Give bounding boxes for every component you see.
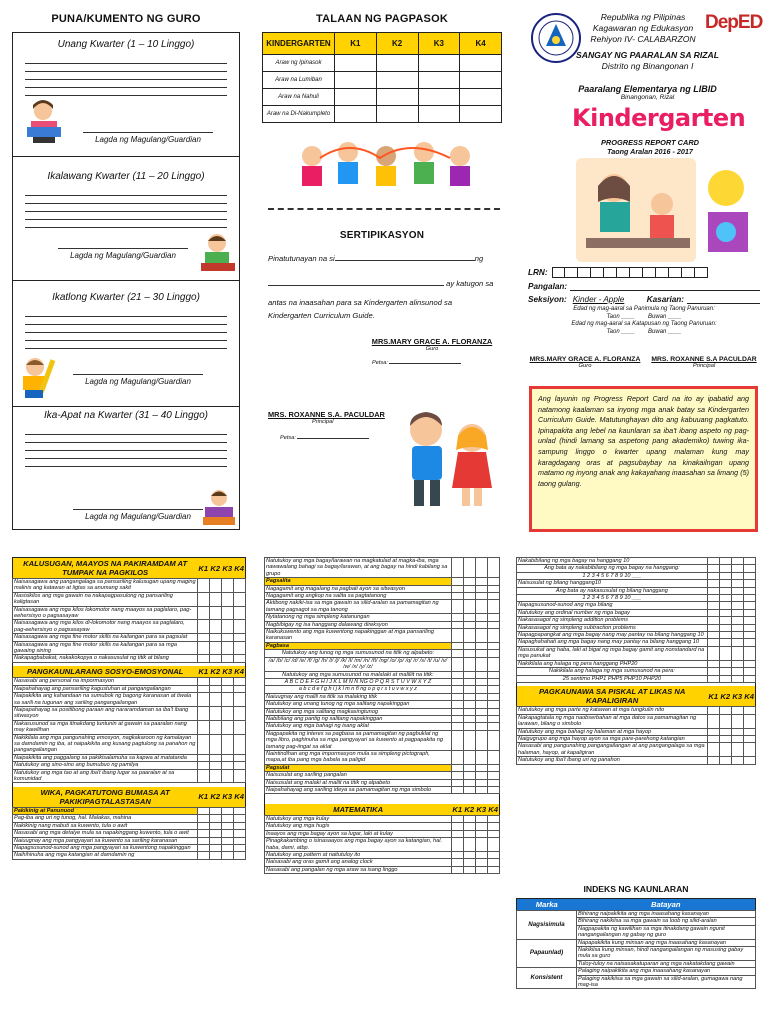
skill-item: Napaghahahati ang mga bagay nang may pantay na bilang hanggang 10 xyxy=(517,639,708,646)
quarter-2-block xyxy=(13,157,239,281)
skill-item: Naipapahayag sa positibong paraan ang nararamdaman sa iba't ibang sitwasyon xyxy=(13,707,198,721)
index-mark: Papaunlad) xyxy=(517,939,577,968)
skill-item: a b c d e f g h i j k l m n ñ ng o p q r s t u v w x y z xyxy=(265,686,452,693)
certificate-body xyxy=(268,252,500,322)
skill-item: Natutukoy ang mga bahagi ng isang aklat xyxy=(265,723,452,730)
skill-item: Naisasagawa ang mga kilos di-lokomotor nang maayos sa paglalaro, pag-eehersisyo o pagsasayaw xyxy=(13,620,198,634)
skill-item: Nagpapakita ng interes sa pagbasa sa pamamagitan ng pagbuklat ng mga libro, paghinuha sa mga pangyayari sa kuwento at pagpapakita ng tamang pag-iingat sa aklat xyxy=(265,730,452,750)
skill-item: Naisusulat ang malaki at maliit na titik ng alpabeto xyxy=(265,779,452,786)
skill-item: Nasasabi ang personal na impormasyon xyxy=(13,678,198,685)
skill-item: Nakasasagot ng simpleng subtraction problems xyxy=(517,624,708,631)
skill-item: Aktibong nakiki-isa sa mga gawain sa silid-aralan sa pamamagitan ng tamang pagsagot sa mga tanong xyxy=(265,600,452,614)
name-row xyxy=(528,282,760,291)
skill-item: Naigugrupo ang mga hayop ayon sa mga pare-parehong katangian xyxy=(517,736,708,743)
index-basis: Palaging nakikiisa sa mga gawain sa silid-aralan, gumagawa nang mag-isa xyxy=(577,975,756,989)
cut-line xyxy=(268,208,500,210)
cert-line-1: Pinatutunayan na si xyxy=(268,254,335,263)
skill-item: Nakikilala ang halaga ng pera hanggang PHP20 xyxy=(517,660,708,667)
cert-date-label: Petsa: xyxy=(280,435,296,441)
attendance-header: K4 xyxy=(460,33,502,55)
quarter-1-block xyxy=(13,33,239,157)
attendance-table xyxy=(262,32,502,123)
cert-line-2-end: ay katugon sa xyxy=(446,279,494,288)
skill-item: Nytatanong ng mga simpleng katanungan xyxy=(265,614,452,621)
index-mark: Konsistent xyxy=(517,968,577,989)
quarter-title: Unang Kwarter (1 – 10 Linggo) xyxy=(57,39,195,50)
skill-item: Natutukoy ang ordinal number ng mga bagay xyxy=(517,609,708,616)
k-header: K1 xyxy=(198,667,209,677)
year-label: Taon xyxy=(606,328,620,335)
index-basis: Bihirang nakikiisa sa mga gawain sa loob ng silid-aralan xyxy=(577,918,756,925)
boy-pencil-icon xyxy=(17,355,57,401)
kids-walking-icon xyxy=(392,404,502,520)
card-title-block xyxy=(560,138,740,156)
k-header: K4 xyxy=(233,558,245,579)
skill-item: Napagpapangkat ang mga bagay nang may pantay na bilang hanggang 10 xyxy=(517,632,708,639)
quarter-title: Ikatlong Kwarter (21 – 30 Linggo) xyxy=(52,292,200,303)
attendance-row-label: Araw na Lumiban xyxy=(263,72,335,89)
skill-item: Natutukoy ang mga kulay xyxy=(265,815,452,822)
skill-item: Naisasabi ang oras gamit ang analog clock xyxy=(265,859,452,866)
k-header: K2 xyxy=(209,558,221,579)
skill-item: Naikukuwento ang mga kuwentong napakinggan at mga pansariling karanasan xyxy=(265,629,452,643)
skill-item: Nagagamit ang magalang na pagbati ayon sa sitwasyon xyxy=(265,585,452,592)
info-teacher-block xyxy=(528,356,642,369)
subsection-title: Pakikinig at Panunuod xyxy=(13,807,198,814)
quarter-4-block xyxy=(13,407,239,531)
quarter-title: Ika-Apat na Kwarter (31 – 40 Linggo) xyxy=(44,410,208,421)
skill-item: Naisusulat ng bilang hanggang10 xyxy=(517,580,708,587)
section-title: PANGKAUNLARANG SOSYO-EMOSYONAL xyxy=(13,666,198,678)
cert-principal-name: MRS. ROXANNE S.A. PACULDAR xyxy=(268,410,385,419)
cert-line-4: Kindergarten Curriculum Guide. xyxy=(268,311,375,320)
skill-item: Napagsusunod-sunod ang mga bilang xyxy=(517,602,708,609)
cert-line-1-end: ng xyxy=(474,254,484,263)
skill-item: Nasasabi ang pangunahing pangangailangan at ang pangangalaga sa mga halaman, hayop, at kapaligiran xyxy=(517,743,708,757)
attendance-header: K2 xyxy=(376,33,418,55)
index-mark: Nagsisimula xyxy=(517,911,577,940)
skill-item: Naipakikita ang kahandaan na sumubok ng bagong karanasan at tiwala sa sarili na tugunan ang sariling pangangailangan xyxy=(13,693,198,707)
skill-item: Nasusukat ang haba, laki at bigat ng mga bagay gamit ang nonstandard na mga panukat xyxy=(517,646,708,660)
k-header: K3 xyxy=(221,558,233,579)
k-header: K3 xyxy=(221,787,233,808)
guardian-sign-label: Lagda ng Magulang/Guardian xyxy=(85,377,191,386)
purpose-text: Ang layunin ng Progress Report Card na ito ay ipabatid ang natamong kaalaman sa inyong mga anak batay sa Kindergarten Curriculum Guide. Matutunghayan dito ang kabuuang pagkatuto. Ipinapakita ang lebel na kaunlaran sa iba't ibang aspeto ng pag-unlad (hindi lamang sa aspetong pang akademiko) tuwing ika-sampung linggo o kwarter upang malaman kung may karagdagang oras at pagsubaybay na kinakailngan upang matamo ng inyong anak ang kakayahang inaasahan sa limang (5) taong gulang. xyxy=(538,394,749,488)
year-label: Taon xyxy=(606,313,620,320)
info-principal-role: Principal xyxy=(692,363,716,369)
skill-item: Nasasabi ang pangalan ng mga araw sa isang linggo xyxy=(265,866,452,873)
index-header-basis: Batayan xyxy=(577,899,756,911)
k-header: K1 xyxy=(197,558,209,579)
skill-item: Natutukoy ang mga salitang magkasingtunog xyxy=(265,708,452,715)
skill-item: Natutukoy ang mga hugis xyxy=(265,823,452,830)
k-header: K1 xyxy=(707,686,719,707)
attendance-header: K3 xyxy=(418,33,460,55)
skill-item: Nakikilala ang mga pangunahing emosyon, nagkakaroon ng kamalayan sa damdamin ng iba, at naipakikita ang kusang pagtulong sa panahon ng pangangailangan xyxy=(14,734,196,754)
guardian-sign-label: Lagda ng Magulang/Guardian xyxy=(70,251,176,260)
k-header: K1 xyxy=(197,787,209,808)
age-end-label: Edad ng mag-aaral sa Katapusan ng Taong Panuruan: xyxy=(571,321,717,328)
index-basis: Napapakikita kung minsan ang mga inaasahang kasanayan xyxy=(577,939,756,946)
skill-item: Natutukoy ang tunog ng mga sumusunod na titik ng alpabeto: xyxy=(265,650,452,657)
lrn-label: LRN: xyxy=(528,267,548,277)
assessment-col-3 xyxy=(516,557,756,765)
index-basis: Palaging naipakikita ang mga inaasahang kasanayan xyxy=(577,968,756,975)
header-department: Kagawaran ng Edukasyon xyxy=(592,23,694,33)
k-header: K4 xyxy=(233,787,245,808)
section-row xyxy=(528,295,760,304)
school-place: Binangonan, Rizal xyxy=(620,94,675,101)
skill-item: Ang bata ay nakabibilang ng mga bagay na hanggang: xyxy=(517,565,708,572)
skill-item: Inaayos ang mga bagay ayon sa lugar, laki at kulay xyxy=(265,830,452,837)
skill-item: Nagagamit ang angkop na salita sa pagtatanong xyxy=(265,593,452,600)
guardian-sign-label: Lagda ng Magulang/Guardian xyxy=(95,135,201,144)
subsection-title: Pagsulat xyxy=(265,764,452,771)
quarter-title: Ikalawang Kwarter (11 – 20 Linggo) xyxy=(47,171,205,182)
skill-item: Natutukoy ang sino-sino ang bumubuo ng pamilya xyxy=(13,762,198,769)
index-header-mark: Marka xyxy=(517,899,577,911)
card-title: PROGRESS REPORT CARD xyxy=(600,138,699,147)
index-basis: Tuloy-tuloy na naisasakatuparan ang mga nakatakdang gawain xyxy=(577,960,756,967)
sex-label: Kasarian: xyxy=(646,295,685,304)
skill-item: /a/ /b/ /c/ /d/ /e/ /f/ /g/ /h/ /i/ /j/ /k/ /l/ /m/ /n/ /ñ/ /ng/ /o/ /p/ /q/ /r/ /s/ /t/ /u/ /v/ /w/ /x/ /y/ /z/ xyxy=(265,657,452,671)
skill-item: Naipakikita ang paggalang sa pakikisalamuha sa kapwa at matatanda xyxy=(13,754,198,761)
skill-item: 1 2 3 4 5 6 7 8 9 10 ___ xyxy=(517,595,708,602)
attendance-row-label: Araw ng Ipinasok xyxy=(263,55,335,72)
skill-item: Nagbibigay ng isa hanggang dalawang direksyon xyxy=(265,621,452,628)
info-teacher-name: MRS.MARY GRACE A. FLORANZA xyxy=(529,356,641,363)
header-region: Rehiyon IV- CALABARZON xyxy=(590,34,696,44)
section-label: Seksiyon: xyxy=(528,295,567,304)
age-block: Edad ng mag-aaral sa Panimula ng Taong Panuruan: Taon ____ Buwan ____ Edad ng mag-aaral sa Katapusan ng Taong Panuruan: Taon ____ Buwan ____ xyxy=(528,306,760,336)
index-basis: Nakikiisa kung minsan, hindi nangangailangan ng masusing gabay mula sa guro xyxy=(577,947,756,961)
reading-child-icon xyxy=(199,487,239,527)
subsection-title: Pagsalita xyxy=(265,578,452,585)
skill-item: Naiuugnay ang mga pangyayari sa kuwento sa sariling karanasan xyxy=(13,837,198,844)
skill-item: Natutukoy ang unang tunog ng mga salitang napakinggan xyxy=(265,701,452,708)
boy-writing-icon xyxy=(199,231,237,273)
school-block xyxy=(540,84,755,101)
section-value: Kinder - Apple xyxy=(572,295,625,304)
section-title: MATEMATIKA xyxy=(265,804,452,816)
student-info xyxy=(528,266,760,336)
month-label: Buwan xyxy=(648,313,667,320)
skill-item: Nakapagtatala ng mga naobserbahan at mga datos sa pamamagitan ng larawan, bilang o simbolo xyxy=(517,714,708,728)
quarter-3-block xyxy=(13,281,239,407)
skill-item: 25 sentimo PHP1 PHP5 PHP10 PHP20 xyxy=(517,675,708,682)
kindergarten-wordmark: Kindergarten xyxy=(572,104,746,132)
cert-teacher-name: MRS.MARY GRACE A. FLORANZA xyxy=(371,337,493,346)
info-principal-name: MRS. ROXANNE S.A PACULDAR xyxy=(651,356,757,363)
name-label: Pangalan: xyxy=(528,282,568,291)
skill-item: Naisusulat ang sariling pangalan xyxy=(265,772,452,779)
skill-item: Naihihinuha ang mga katangian at damdamin ng xyxy=(13,852,198,859)
skill-item: Natutukoy ang mga bahagi ng halaman at mga hayop xyxy=(517,728,708,735)
purpose-box xyxy=(529,386,758,532)
cert-line-3: antas na inaasahan para sa Kindergarten alinsunod sa xyxy=(268,298,453,307)
attendance-row-label: Araw na Nahuli xyxy=(263,89,335,106)
children-playing-icon xyxy=(290,138,480,194)
skill-item: Naipahahayag ang sariling ideya sa pamamagitan ng mga simbolo xyxy=(265,787,452,794)
comments-title: PUNA/KUMENTO NG GURO xyxy=(51,13,201,25)
skill-item: Pinagkakambing o isinasaayos ang mga bagay ayon sa katangian, hal. haba, dami, atbp. xyxy=(265,838,452,852)
skill-item: Natutukoy ang mga tao at ang iba't ibang lugar sa paaralan at sa komunidad xyxy=(13,769,198,783)
skill-item: Nabibilang ang pantig ng salitang napakinggan xyxy=(265,715,452,722)
skill-item: A B C D E F G H I J K L M N Ñ NG O P Q R S T U V W X Y Z xyxy=(265,678,452,685)
skill-item: Naintindihan ang mga impormasyon mula sa simpleng pictograph, mapa,at iba pang mga babala sa paligid xyxy=(265,750,452,764)
classroom-kids-icon xyxy=(576,158,762,262)
skill-item: Nakabibilang ng mga bagay na hanggang 10 xyxy=(517,558,708,565)
school-year: Taong Aralan 2016 - 2017 xyxy=(607,147,693,156)
attendance-row-label: Araw na Di-Nakumpleto xyxy=(263,106,335,123)
cert-principal-role: Principal xyxy=(312,419,334,425)
skill-item: 1 2 3 4 5 6 7 8 9 10 ___ xyxy=(517,572,708,579)
header-district: Distrito ng Binangonan I xyxy=(601,61,694,71)
guardian-sign-label: Lagda ng Magulang/Guardian xyxy=(85,512,191,521)
skill-item: Naisasagawa ang pangangalaga sa pansariling kalusugan upang maging malinis ang katawan at ligtas sa anumang sakit xyxy=(14,579,196,592)
skill-item: Nakikinig nang mabuti sa kuwento, tula o awit xyxy=(13,822,198,829)
skill-item: Naipahahayag ang pansariling kagustuhan at pangangailangan xyxy=(13,685,198,692)
cert-date-label: Petsa: xyxy=(372,360,388,366)
cert-teacher-role: Guro xyxy=(425,346,439,352)
skill-item: Naiuugnay ang malili na titik sa malaking titik xyxy=(265,693,452,700)
skill-item: Natutukoy ang pattern at naitutuloy ito xyxy=(265,851,452,858)
deped-logo-text: DepED xyxy=(705,12,763,33)
header-republic: Republika ng Pilipinas xyxy=(600,12,686,22)
certificate-title: SERTIPIKASYON xyxy=(339,230,425,241)
k-header: K2 xyxy=(210,667,221,677)
deped-logo xyxy=(705,12,761,48)
division-block xyxy=(540,50,755,72)
k-header: K1 xyxy=(452,804,463,814)
month-label: Buwan xyxy=(648,328,667,335)
skill-item: Naisasagawa ang mga kilos lokomotor nang maayos sa paglalaro, pag-eehersisyo o pagsasayaw xyxy=(13,606,198,620)
k-header: K4 xyxy=(488,804,498,814)
age-start-label: Edad ng mag-aaral sa Panimula ng Taong Panuruan: xyxy=(573,306,715,312)
index-basis: Nagpapakita ng kawilihan sa mga itinakdang gawain ngunit nangangailangan ng gabay ng guro xyxy=(577,925,756,939)
k-header: K3 xyxy=(731,686,743,707)
section-title: WIKA, PAGKATUTONG BUMASA AT PAKIKIPAGTALASTASAN xyxy=(13,787,198,808)
k-header: K2 xyxy=(464,804,475,814)
skill-item: Natutukoy ang iba't ibang uri ng panahon xyxy=(517,757,708,764)
info-teacher-role: Guro xyxy=(578,363,592,369)
attendance-header: K1 xyxy=(335,33,377,55)
info-principal-block xyxy=(646,356,762,369)
reading-girl-icon xyxy=(23,97,65,145)
k-header: K2 xyxy=(209,787,221,808)
school-name: Paaralang Elementarya ng LIBID xyxy=(578,84,717,94)
skill-item: Ang bata ay nakasusulat ng bilang hanggang xyxy=(517,587,708,594)
header-block xyxy=(583,12,703,45)
header-division: SANGAY NG PAARALAN SA RIZAL xyxy=(576,50,719,60)
skill-item: Nasasabi ang mga detalye mula sa napakinggang kuwento, tula o awit xyxy=(13,830,198,837)
section-title: PAGKAUNAWA SA PISKAL AT LIKAS NA KAPALIGIRAN xyxy=(517,686,708,707)
section-title: KALUSUGAN, MAAYOS NA PAKIRAMDAM AT TUMPAK NA PAGKILOS xyxy=(13,558,198,579)
skill-item: Nakapagbabakat, nakakokopya o nakasusulat ng titik at bilang xyxy=(13,655,198,662)
skill-item: Natutukoy ang mga bagay/larawan na magkatulad at magka-iba, mga nawawalang bahagi sa bagay/larawan, at ang bagay na hindi kabilang sa grupo xyxy=(265,558,452,578)
k-header: K3 xyxy=(476,804,487,814)
assessment-col-1 xyxy=(12,557,246,860)
attendance-title: TALAAN NG PAGPASOK xyxy=(316,13,448,25)
development-index-table xyxy=(516,898,756,989)
skill-item: Natutukoy ang mga sumusunod na malalaki at maliliit na titik: xyxy=(265,671,452,678)
skill-item: Pag-iba ang uri ng tunog, hal. Malakas, mahina xyxy=(13,815,198,822)
assessment-col-2 xyxy=(264,557,500,874)
skill-item: Nasisikilos ang mga gawain na nakapagpasulong ng pansariling kaligtasan xyxy=(13,592,198,606)
index-title: INDEKS NG KAUNLARAN xyxy=(583,884,689,894)
cert-teacher-block xyxy=(370,337,494,366)
skill-item: Napagsusunod-sunod ang mga pangyayari sa kuwentong napakinggan xyxy=(13,845,198,852)
cert-principal-block xyxy=(268,410,398,441)
index-basis: Bihirang naipakikita ang mga inaasahang kasanayan xyxy=(577,911,756,918)
comments-panel xyxy=(12,32,240,530)
attendance-header: KINDERGARTEN xyxy=(263,33,335,55)
skill-item: Nakasasagot ng simpleng addition problems xyxy=(517,617,708,624)
skill-item: Naisasagawa ang mga fine motor skills na kailangan para sa mga gawaing sining xyxy=(13,641,198,655)
k-header: K4 xyxy=(743,686,755,707)
subsection-title: Pagbasa xyxy=(265,642,452,649)
k-header: K4 xyxy=(234,667,244,677)
skill-item: Nakikilala ang halaga ng mga sumusunod na pera: xyxy=(517,668,708,675)
skill-item: Natutukoy ang mga parte ng katawan at mga tungkulin nito xyxy=(517,707,708,714)
lrn-row xyxy=(528,266,760,278)
skill-item: Nakasusunod sa mga itinakdang tuntunin at gawain sa paaralan nang may kawilihan xyxy=(13,720,198,734)
k-header: K3 xyxy=(222,667,233,677)
skill-item: Naisasagawa ang mga fine motor skills na kailangan para sa pagsulat xyxy=(13,634,198,641)
k-header: K2 xyxy=(719,686,731,707)
